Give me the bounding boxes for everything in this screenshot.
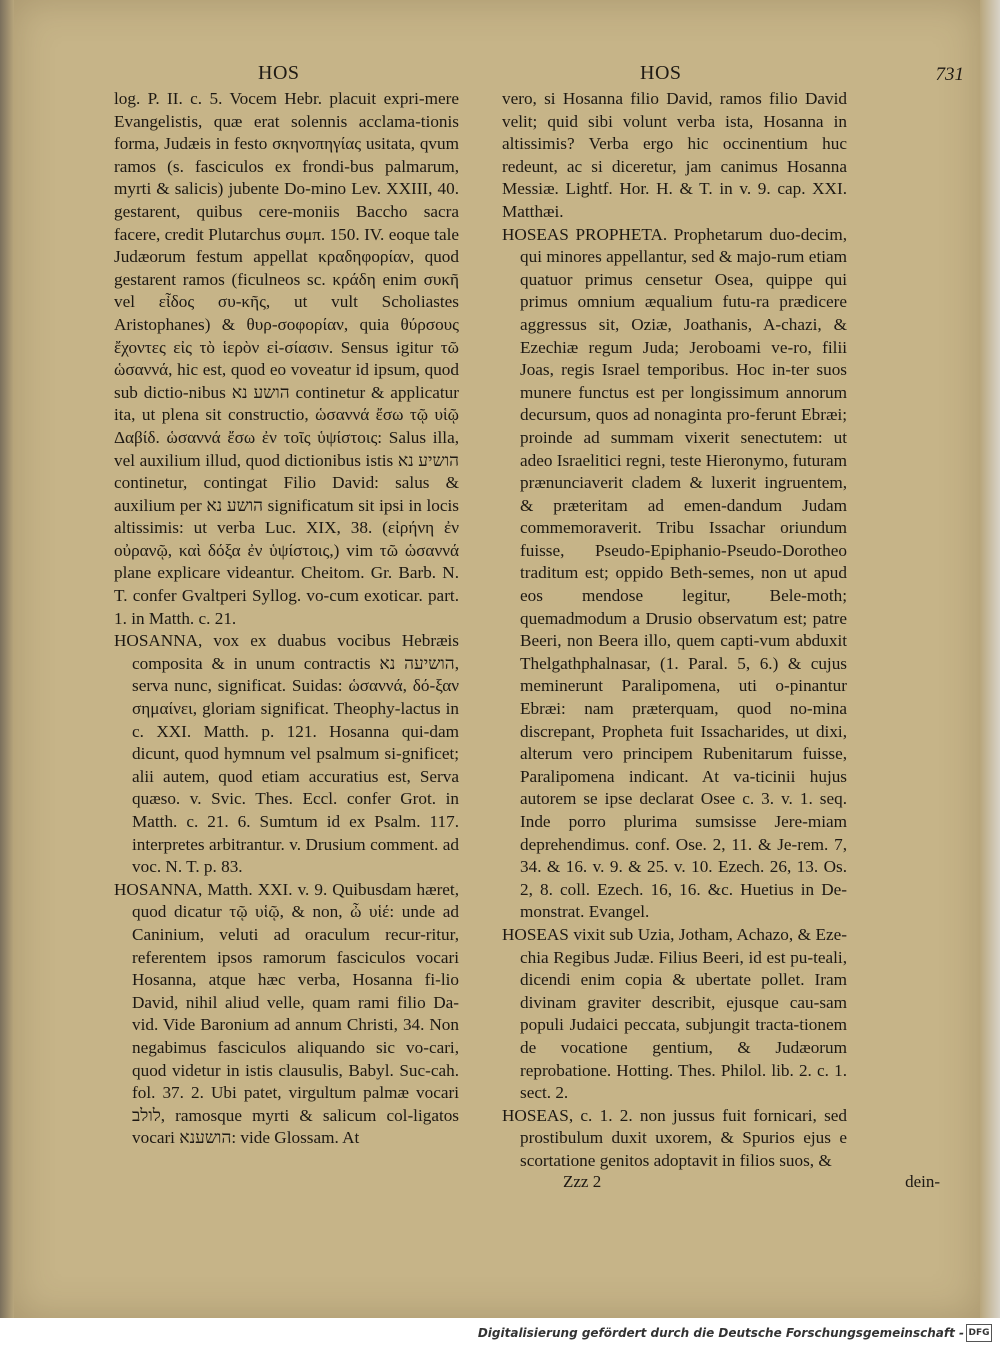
right-paragraph-1: vero, si Hosanna filio David, ramos filio David velit; quid sibi volunt verba ista, Hosanna in altissimis? Verba ergo hic occinentium huc redeunt, ac si diceretur, jam canimus Hosanna Messiæ. Lightf. Hor. H. & T. in v. 9. cap. XXI. Matthæi. bbox=[502, 89, 847, 221]
left-paragraph-1: log. P. II. c. 5. Vocem Hebr. placuit expri-mere Evangelistis, quæ erat solennis acclama-tionis forma, Judæis in festo σκηνοπηγίας usitata, qvum ramos (s. fasciculos ex frondi-bus palmarum, myrti & salicis) jubente Do-mino Lev. XXIII, 40. gestarent, quibus cere-moniis Baccho sacra facere, credit Plutarchus συμπ. 150. IV. eoque tale Judæorum festum appellat κραδηφορίαν, quod gestarent ramos (ficulneos sc. κράδη enim συκῆ vel εἶδος συ-κῆς, ut vult Scholiastes Aristophanes) & θυρ-σοφορίαν, quia θύρσους ἔχοντες εἰς τὸ ἱερὸν εἰ-σίασιν. Sensus igitur τῶ ὡσαννά, hic est, quod eo voveatur id ipsum, quod sub dictio-nibus הושע נא continetur & applicatur ita, ut plena sit constructio, ὡσαννά ἔσω τῷ υἱῷ Δαβίδ. ὡσαννά ἔσω ἐν τοῖς ὑψίστοις: Salus illa, vel auxilium illud, quod dictionibus istis הושיע נא continetur, contingat Filio David: salus & auxilium per הושע נא significatum sit ipsi in locis altissimis: ut verba Luc. XIX, 38. (εἰρήνη ἐν οὐρανῷ, καὶ δόξα ἐν ὑψίστοις,) vim τῶ ὡσαννά plane explicare videantur. Cheitom. Gr. Barb. N. T. confer Gvaltperi Syllog. vo-cum exoticar. part. 1. in Matth. c. 21. bbox=[114, 89, 459, 628]
left-entry-hosanna-1: HOSANNA, vox ex duabus vocibus Hebræis composita & in unum contractis הושיעה נא, serva nunc, significat. Suidas: ὡσαννά, δό-ξαν σημαίνει, gloriam significat. Theophy-lactus in c. XXI. Matth. p. 121. Hosanna qui-dam dicunt, quod hymnum vel psalmum si-gnificet; alii autem, quod etiam accuratius est, Serva quæso. v. Svic. Thes. Eccl. confer Grot. in Matth. c. 21. 6. Sumtum id ex Psalm. 117. interpretes arbitrantur. v. Drusium comment. ad voc. N. T. p. 83. bbox=[114, 631, 459, 877]
right-running-head: HOS bbox=[640, 62, 682, 84]
left-running-head: HOS bbox=[258, 62, 300, 84]
catchword: dein- bbox=[905, 1172, 940, 1191]
right-entry-hoseas-propheta: HOSEAS PROPHETA. Prophetarum duo-decim, qui minores appellantur, sed & majo-rum etiam quatuor primus censetur Osea, quippe qui primus omnium æqualium futu-ra prædicere aggressus sit, Oziæ, Joathanis, A-chazi, & Ezechiæ regum Juda; Jeroboami ve-ro, filii Joas, regis Israel temporibus. Hoc in-ter suos munere functus est per longissimum annorum decursum, quos ad nonaginta pro-ferunt Ebræi; proinde ad summam vixerit senectutem: ut adeo Israelitici regni, teste Hieronymo, futuram prænunciaverit cladem & luxerit ingruentem, & præteritam ad emen-dandum Judam commemoraverit. Tribu Issachar oriundum fuisse, Pseudo-Epiphanio-Pseudo-Dorotheo traditum est; oppido Beth-semes, non ut apud eos mendose legitur, Bele-moth; quemadmodum a Drusio observatum est; patre Beeri, non Beera illo, quem capti-vum abduxit Thelgathphalnasar, (1. Paral. 5, 6.) & cujus meminerunt Paralipomena, uti o-pinantur Ebræi: nam præterquam, quod no-mina discrepant, Propheta fuit Issacharides, ut dixi, alterum vero principem Rubenitarum fuisse, Paralipomena indicant. At va-ticinii hujus autorem se ipse declarat Osee c. 3. v. 1. seq. Inde porro plurima sumsisse Jere-miam deprehendimus. conf. Ose. 2, 11. & Je-rem. 7, 34. & 16. v. 9. & 25. v. 10. Ezech. 26, 13. Os. 2, 8. coll. Ezech. 16, 16. &c. Huetius in De-monstrat. Evangel. bbox=[502, 224, 847, 922]
left-entry-hosanna-2: HOSANNA, Matth. XXI. v. 9. Quibusdam hæret, quod dicatur τῷ υἱῷ, & non, ὦ υἱέ: unde ad Caninium, veluti ad oraculum recur-ritur, referentem ipsos ramorum fasciculos vocari Hosanna, atque hæc verba, Hosanna fi-lio David, nihil aliud velle, quam rami filio Da-vid. Vide Baronium ad annum Christi, 34. Non negabimus fasciculos aliquando sic vo-cari, quod videtur in istis clausulis, Babyl. Suc-cah. fol. 37. 2. Ubi patet, virgultum palmæ vocari לולב, ramosque myrti & salicum col-ligatos vocari הושענא: vide Glossam. At bbox=[114, 879, 459, 1148]
page-gutter bbox=[0, 0, 14, 1318]
right-entry-hoseas-c1: HOSEAS, c. 1. 2. non jussus fuit fornicari, sed prostibulum duxit uxorem, & Spurios ejus e scortatione genitos adoptavit in filios suos, & bbox=[502, 1105, 847, 1170]
right-entry-hoseas-vixit: HOSEAS vixit sub Uzia, Jotham, Achazo, & Eze-chia Regibus Judæ. Filius Beeri, id est pu-teali, dicendi enim copia & ubertate pollet. Iram divinam graviter describit, ejusque cau-sam populi Judaici peccata, subjungit tracta-tionem de vocatione gentium, & Judæorum reprobatione. Hotting. Thes. Philol. lib. 2. c. 1. sect. 2. bbox=[502, 924, 847, 1103]
digitization-credit: Digitalisierung gefördert durch die Deutsche Forschungsgemeinschaft - bbox=[477, 1326, 964, 1340]
signature-mark: Zzz 2 bbox=[563, 1172, 602, 1191]
page-number: 731 bbox=[935, 64, 964, 85]
page-edge bbox=[980, 0, 1000, 1318]
dfg-logo-icon: DFG bbox=[966, 1324, 992, 1342]
left-column bbox=[114, 88, 459, 1150]
right-column bbox=[502, 88, 847, 1173]
